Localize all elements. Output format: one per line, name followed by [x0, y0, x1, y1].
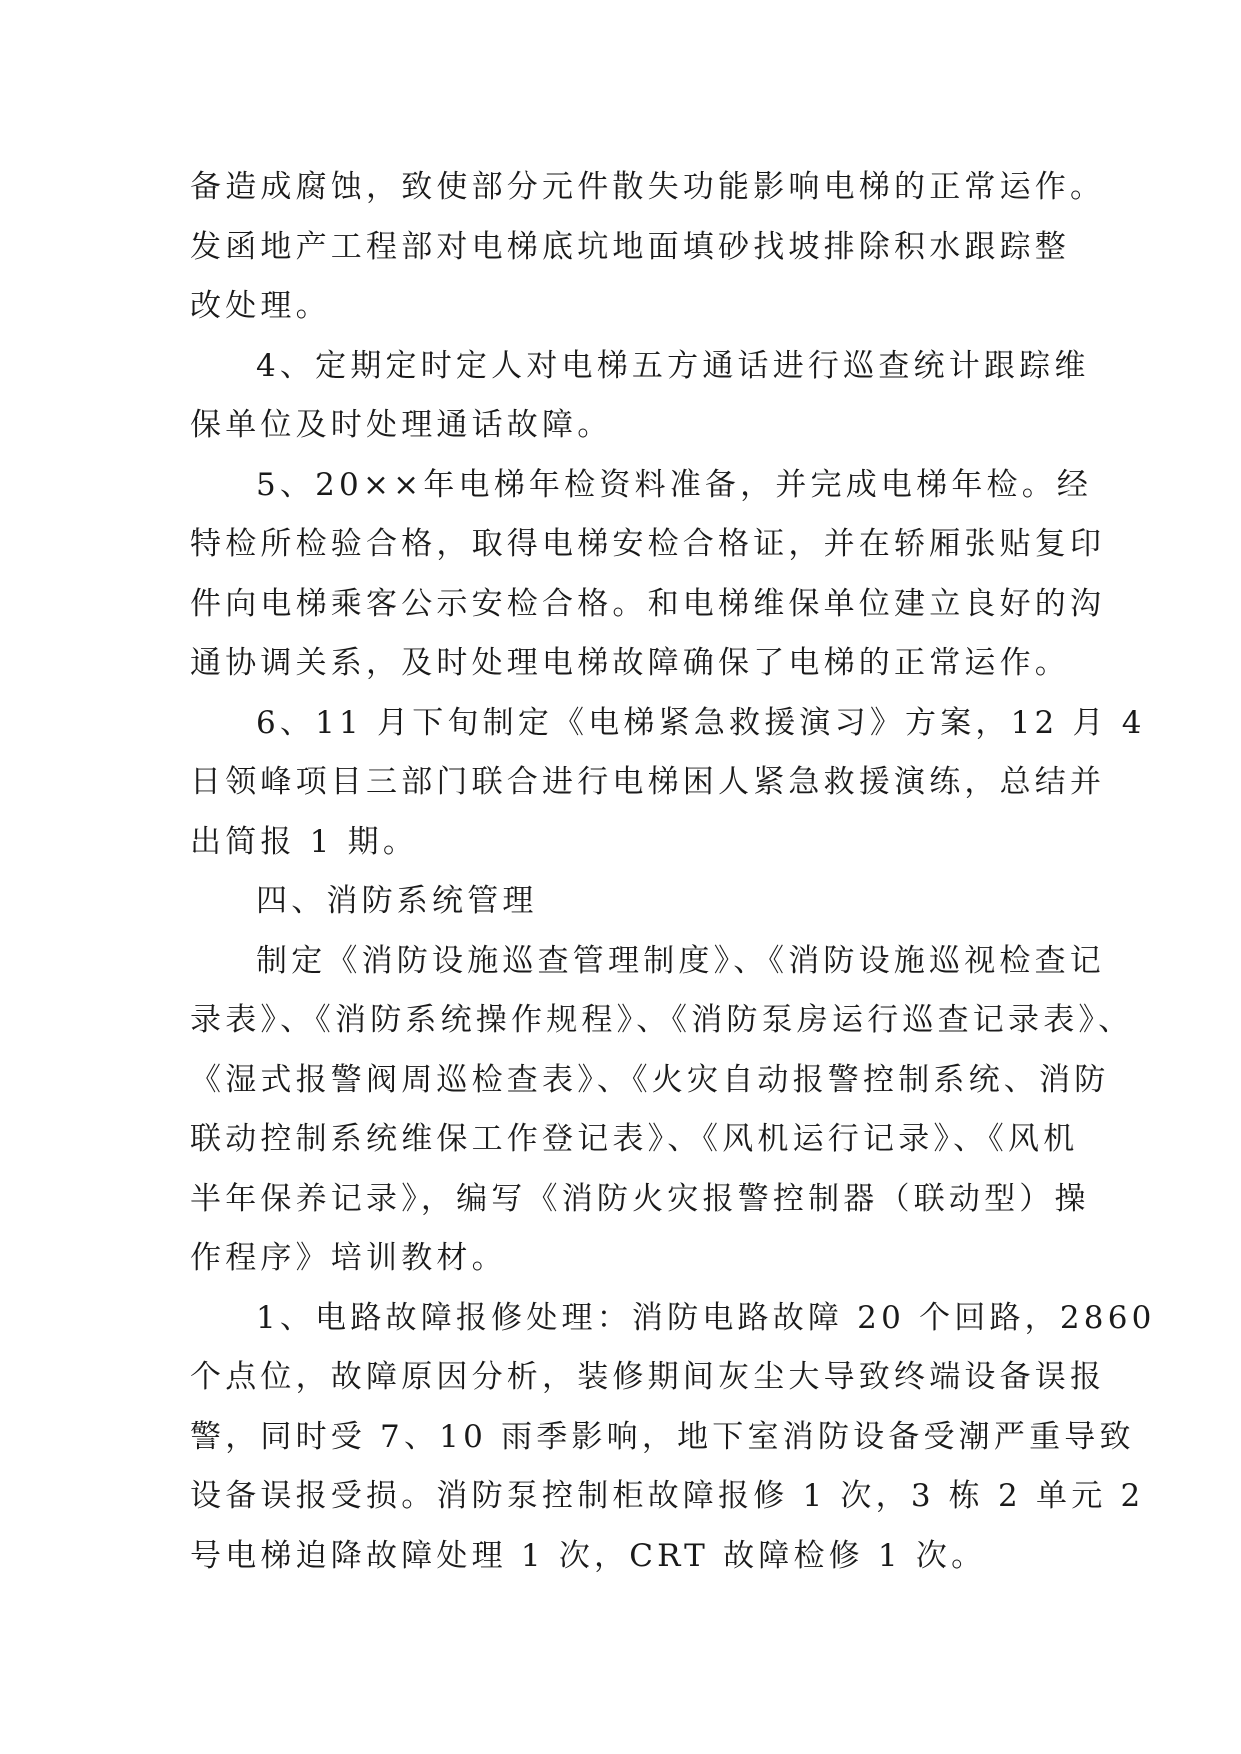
section-heading: 四、消防系统管理: [256, 883, 538, 919]
text-line: 出简报 1 期。: [190, 823, 419, 860]
text-line: 作程序》培训教材。: [190, 1240, 507, 1276]
text-line: 设备误报受损。消防泵控制柜故障报修 1 次，3 栋 2 单元 2: [190, 1478, 1145, 1514]
text-line: 日领峰项目三部门联合进行电梯困人紧急救援演练，总结并: [190, 764, 1106, 800]
text-line: 6、11 月下旬制定《电梯紧急救援演习》方案，12 月 4: [256, 704, 1146, 741]
text-line: 1、电路故障报修处理：消防电路故障 20 个回路，2860: [256, 1299, 1156, 1336]
text-line: 半年保养记录》，编写《消防火灾报警控制器（联动型）操: [190, 1180, 1090, 1217]
text-line: 制定《消防设施巡查管理制度》、《消防设施巡视检查记: [256, 942, 1105, 979]
text-line: 录表》、《消防系统操作规程》、《消防泵房运行巡查记录表》、: [190, 1002, 1134, 1038]
text-line: 特检所检验合格，取得电梯安检合格证，并在轿厢张贴复印: [190, 526, 1106, 562]
text-line: 个点位，故障原因分析，装修期间灰尘大导致终端设备误报: [190, 1359, 1106, 1395]
text-line: 号电梯迫降故障处理 1 次，CRT 故障检修 1 次。: [190, 1537, 987, 1574]
text-line: 件向电梯乘客公示安检合格。和电梯维保单位建立良好的沟: [190, 585, 1106, 622]
text-line: 联动控制系统维保工作登记表》、《风机运行记录》、《风机: [190, 1121, 1079, 1157]
text-line: 发函地产工程部对电梯底坑地面填砂找坡排除积水跟踪整: [190, 228, 1070, 265]
text-line: 5、20××年电梯年检资料准备，并完成电梯年检。经: [256, 466, 1093, 503]
text-line: 备造成腐蚀，致使部分元件散失功能影响电梯的正常运作。: [190, 169, 1106, 205]
text-line: 《湿式报警阀周巡检查表》、《火灾自动报警控制系统、消防: [190, 1061, 1110, 1098]
text-line: 4、定期定时定人对电梯五方通话进行巡查统计跟踪维: [256, 347, 1090, 384]
text-line: 改处理。: [190, 288, 331, 324]
text-line: 警，同时受 7、10 雨季影响，地下室消防设备受潮严重导致: [190, 1418, 1135, 1455]
text-line: 保单位及时处理通话故障。: [190, 407, 613, 443]
document-body: [190, 158, 1156, 1586]
text-line: 通协调关系，及时处理电梯故障确保了电梯的正常运作。: [190, 645, 1070, 681]
